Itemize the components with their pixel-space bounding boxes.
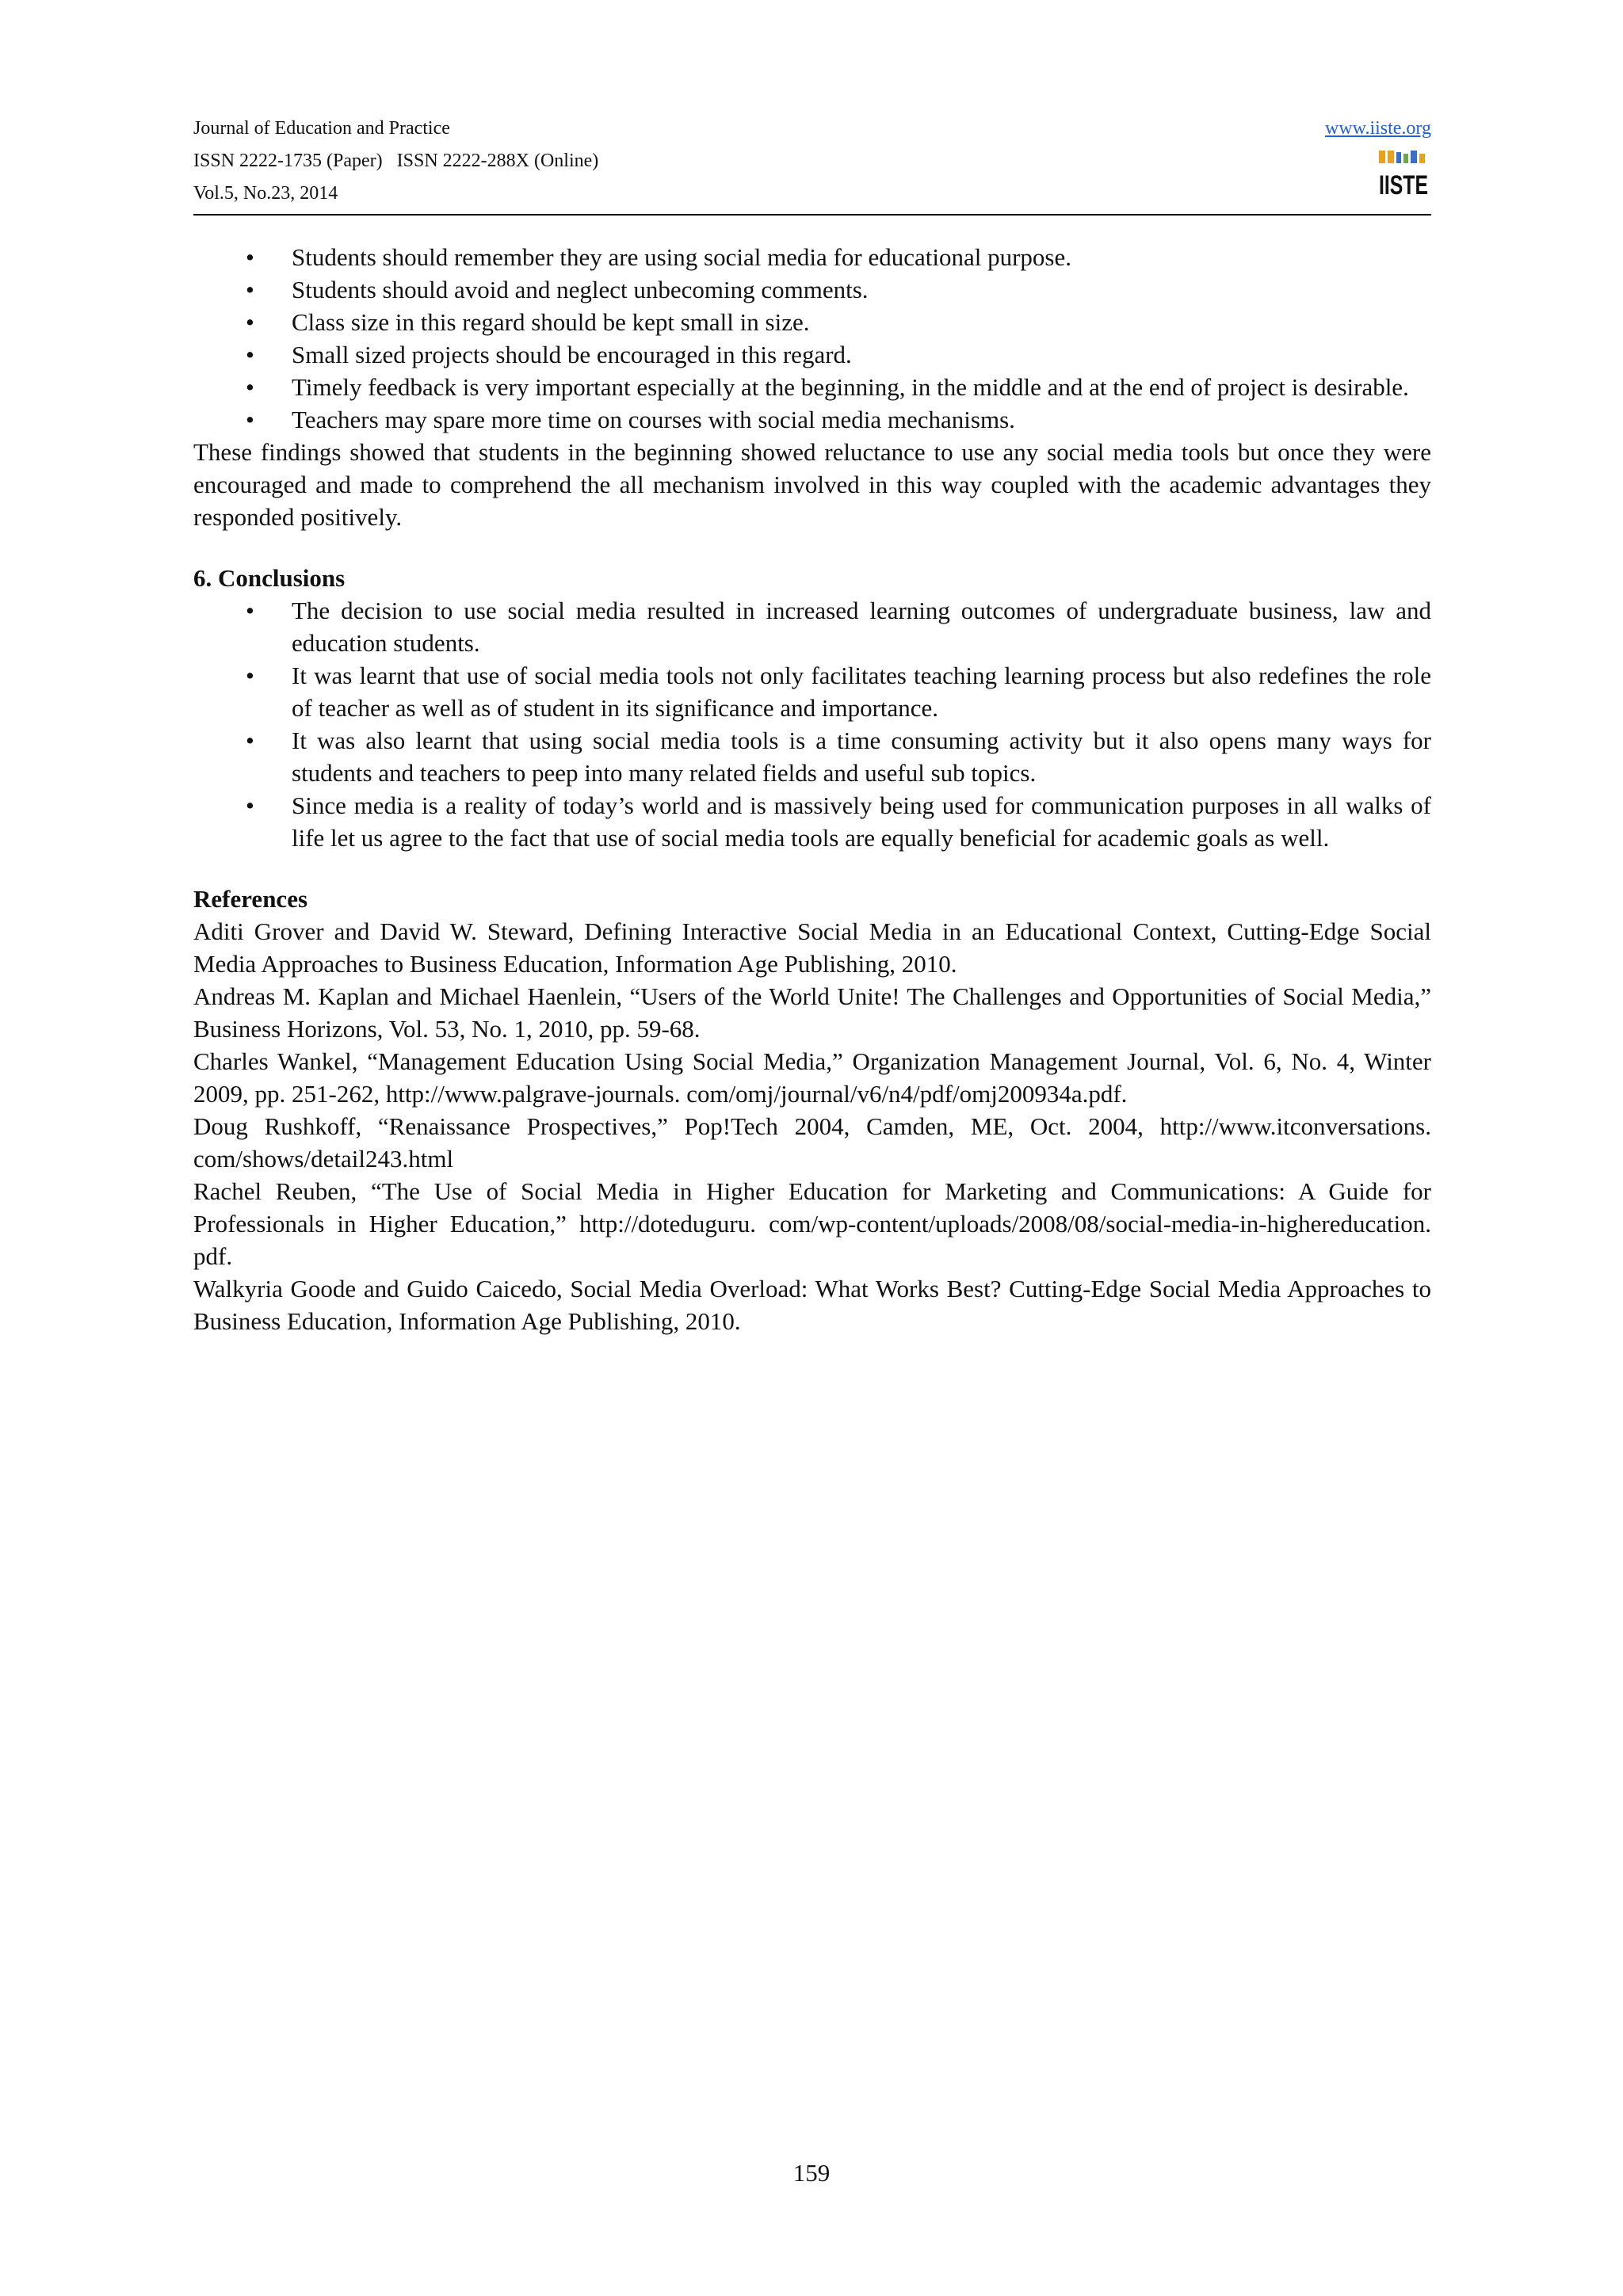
journal-title: Journal of Education and Practice: [193, 118, 450, 139]
journal-issn: ISSN 2222-1735 (Paper) ISSN 2222-288X (Online): [193, 151, 599, 171]
bullet-icon: •: [246, 373, 254, 401]
journal-volume: Vol.5, No.23, 2014: [193, 183, 338, 204]
bullet-icon: •: [246, 406, 254, 433]
page-header: [193, 113, 1431, 217]
findings-paragraph: These findings showed that students in the beginning showed reluctance to use any social media tools but once they were encouraged and made to comprehend the all mechanism involved in this way coupled with the academic advantages they responded positively.: [193, 438, 1431, 531]
bullet-icon: •: [246, 276, 254, 303]
journal-info: [193, 113, 598, 210]
bullet-icon: •: [246, 341, 254, 368]
bullet-icon: •: [246, 243, 254, 271]
page-body: [193, 241, 1431, 1337]
list-item: • Timely feedback is very important especially at the beginning, in the middle and at the end of project is desirable.: [193, 371, 1431, 403]
bullet-icon: •: [246, 727, 254, 754]
conclusions-list: [193, 594, 1431, 854]
journal-website-link[interactable]: www.iiste.org: [1325, 118, 1431, 139]
list-item: • Small sized projects should be encouraged in this regard.: [193, 338, 1431, 371]
reference-item: Andreas M. Kaplan and Michael Haenlein, “Users of the World Unite! The Challenges and Opportunities of Social Media,” Business Horizons, Vol. 53, No. 1, 2010, pp. 59-68.: [193, 982, 1431, 1043]
recommendation-list: [193, 241, 1431, 436]
list-item: • It was learnt that use of social media tools not only facilitates teaching learning process but also redefines the role of teacher as well as of student in its significance and importance.: [193, 659, 1431, 724]
list-item: • The decision to use social media resulted in increased learning outcomes of undergraduate business, law and education students.: [193, 594, 1431, 659]
list-item: • Class size in this regard should be kept small in size.: [193, 306, 1431, 338]
bullet-icon: •: [246, 662, 254, 689]
list-item: • Teachers may spare more time on courses with social media mechanisms.: [193, 403, 1431, 436]
iiste-logo: [1377, 149, 1430, 200]
header-rule: [193, 214, 1431, 215]
list-item: • Students should avoid and neglect unbecoming comments.: [193, 273, 1431, 306]
bullet-icon: •: [246, 597, 254, 624]
conclusions-heading: 6. Conclusions: [193, 564, 346, 592]
page-number: 159: [792, 2159, 831, 2187]
svg-text:IISTE: IISTE: [1379, 170, 1428, 200]
list-item: • It was also learnt that using social media tools is a time consuming activity but it also opens many ways for students and teachers to peep into many related fields and useful sub topics.: [193, 724, 1431, 789]
reference-item: Walkyria Goode and Guido Caicedo, Social Media Overload: What Works Best? Cutting-Edge Social Media Approaches to Business Education, Information Age Publishing, 2010.: [193, 1275, 1431, 1335]
reference-item: Rachel Reuben, “The Use of Social Media in Higher Education for Marketing and Communications: A Guide for Professionals in Higher Education,” http://doteduguru. com/wp-content/uploads/2008/08/social-media-in-highereducation. pdf.: [193, 1177, 1431, 1270]
reference-item: Aditi Grover and David W. Steward, Defining Interactive Social Media in an Educational Context, Cutting-Edge Social Media Approaches to Business Education, Information Age Publishing, 2010.: [193, 917, 1431, 978]
list-item: • Since media is a reality of today’s world and is massively being used for communication purposes in all walks of life let us agree to the fact that use of social media tools are equally beneficial for academic goals as well.: [193, 789, 1431, 854]
bullet-icon: •: [246, 791, 254, 819]
list-item: • Students should remember they are using social media for educational purpose.: [193, 241, 1431, 273]
reference-item: Doug Rushkoff, “Renaissance Prospectives,” Pop!Tech 2004, Camden, ME, Oct. 2004, http://www.itconversations. com/shows/detail243.html: [193, 1112, 1431, 1173]
references-heading: References: [193, 885, 308, 913]
bullet-icon: •: [246, 308, 254, 336]
reference-item: Charles Wankel, “Management Education Using Social Media,” Organization Management Journal, Vol. 6, No. 4, Winter 2009, pp. 251-262, http://www.palgrave-journals. com/omj/journal/v6/n4/pdf/omj200934a.pdf.: [193, 1047, 1431, 1108]
